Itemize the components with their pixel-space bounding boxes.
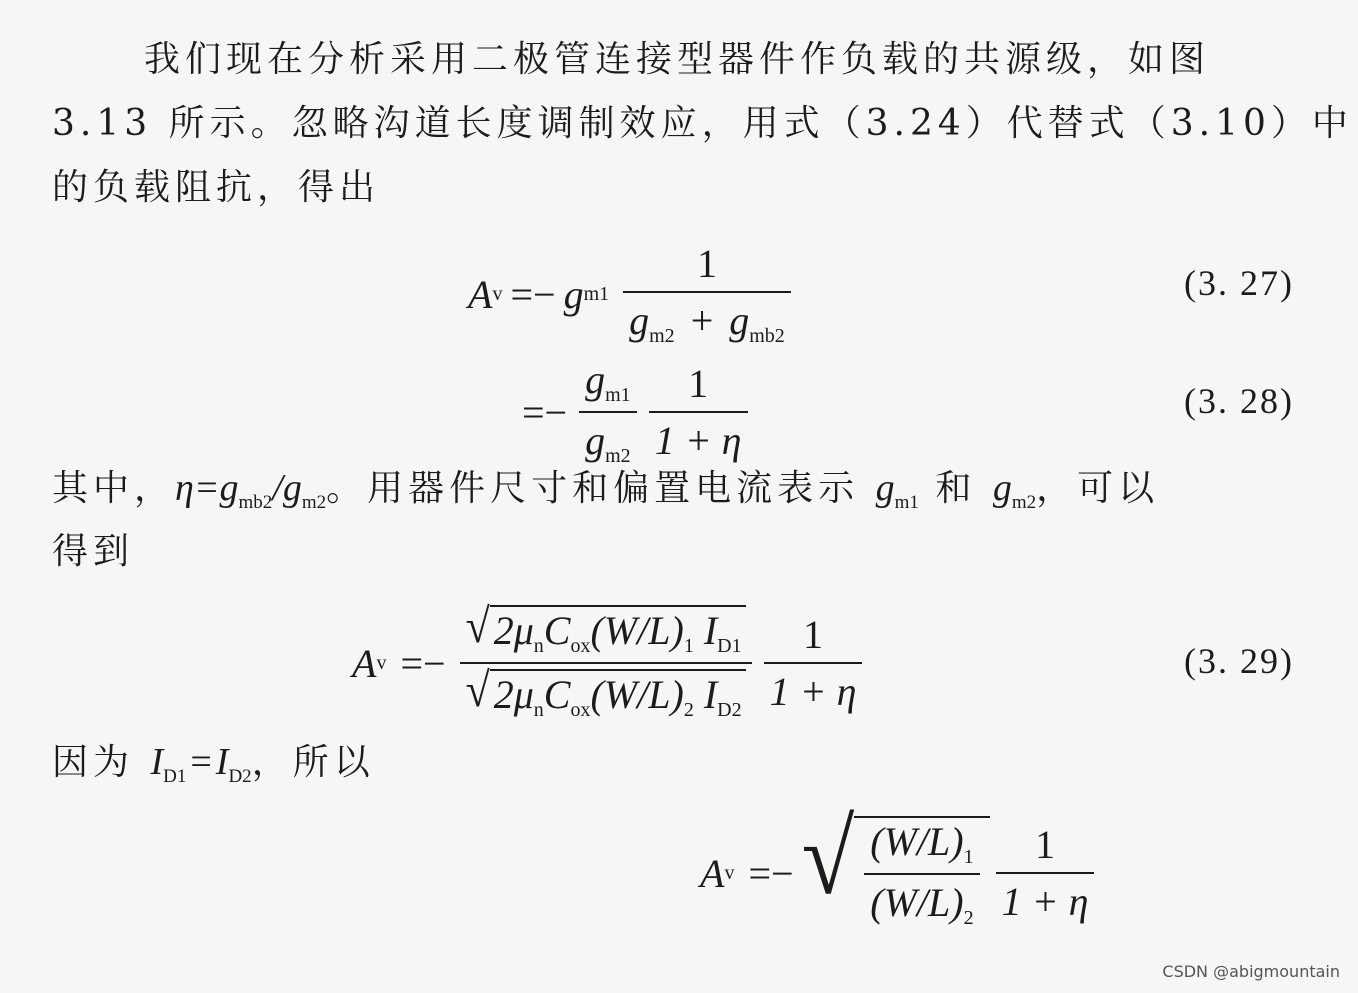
paragraph-intro-line2: 3.13 所示。忽略沟道长度调制效应，用式（3.24）代替式（3.10）中 <box>52 103 1353 144</box>
paragraph-eta-line2: 得到 <box>52 531 135 572</box>
eq29-den-c: C <box>543 672 571 717</box>
eq29-num-radicand <box>490 605 746 658</box>
p2-slash: / <box>272 467 283 509</box>
p2-eta: η= <box>175 467 220 509</box>
eq29-wl1: (W/L) <box>590 608 684 653</box>
eq29-id2: I <box>703 672 718 717</box>
p2-text-a: 其中， <box>52 468 176 509</box>
eq30-wl-fraction <box>864 818 979 930</box>
paragraph-current-equal <box>52 730 1302 794</box>
eq30-wl-den <box>864 873 979 930</box>
eq29-wl2-sub: 2 <box>683 699 694 721</box>
paragraph-eta-line1 <box>52 456 1302 520</box>
eq30-num2: 1 <box>1035 822 1055 867</box>
eq29-den-c-sub: ox <box>570 699 591 721</box>
eq29-fraction-sqrt <box>460 599 752 722</box>
eq29-wl1-sub: 1 <box>683 635 694 657</box>
eq28-num-g: g <box>585 357 606 402</box>
eq29-mu-sub: n <box>533 635 544 657</box>
eq28-equals: =− <box>522 389 568 435</box>
p2-g3-sub: m1 <box>894 492 919 513</box>
eq30-fraction-eta <box>996 821 1095 925</box>
eq27-den-g2: g <box>729 298 750 343</box>
paragraph-eta-definition <box>52 456 1302 584</box>
equation-3-28 <box>522 356 754 468</box>
eq29-denominator <box>460 662 752 722</box>
eq29-num-sqrt <box>465 599 746 658</box>
eq28-den-g: g <box>585 418 606 463</box>
p3-pre: 因为 <box>52 742 135 783</box>
eq27-denominator <box>623 291 791 348</box>
eq30-wl1: (W/L) <box>870 819 964 864</box>
watermark: CSDN @abigmountain <box>1162 962 1340 981</box>
equation-number-3-28: (3. 28) <box>1184 381 1294 421</box>
p2-g4-sub: m2 <box>1011 492 1037 513</box>
equation-number-3-29: (3. 29) <box>1184 641 1294 681</box>
eq30-equals: =− <box>748 850 794 896</box>
eq30-lhs-sub: v <box>724 861 735 884</box>
eq28-num2: 1 <box>688 361 709 406</box>
p3-eq: = <box>190 741 212 783</box>
eq29-fraction-eta <box>764 611 863 715</box>
eq30-den2: 1 + η <box>996 872 1095 925</box>
eq30-wl1-sub: 1 <box>963 846 974 868</box>
eq30-wl2: (W/L) <box>870 880 964 925</box>
paragraph-intro <box>52 28 1353 220</box>
eq29-c: C <box>543 608 571 653</box>
p2-g1-sub: mb2 <box>238 492 273 513</box>
eq29-den2: 1 + η <box>764 662 863 715</box>
p2-g4: g <box>992 467 1012 509</box>
eq27-lhs: A <box>468 271 493 317</box>
eq27-lhs-sub: v <box>492 282 503 305</box>
eq29-equals: =− <box>400 640 446 686</box>
p2-g2-sub: m2 <box>301 492 327 513</box>
radical-icon: √ <box>801 798 855 916</box>
eq30-sqrt <box>801 798 990 930</box>
p3-post: ，所以 <box>251 742 375 783</box>
eq29-2mu: 2μ <box>493 608 534 653</box>
p2-g1: g <box>219 467 239 509</box>
eq29-num2: 1 <box>803 612 824 657</box>
equation-final <box>700 798 1100 930</box>
p3-i1: I <box>150 741 164 783</box>
eq27-gm1: g <box>563 271 584 317</box>
eq27-numerator: 1 <box>696 241 717 286</box>
eq29-id2-sub: D2 <box>717 699 742 721</box>
eq29-den-mu-sub: n <box>533 699 544 721</box>
p2-and: 和 <box>935 468 977 509</box>
paragraph-intro-line1: 我们现在分析采用二极管连接型器件作负载的共源级，如图 <box>144 39 1211 80</box>
eq27-plus: + <box>690 298 714 343</box>
p3-id-eq <box>150 741 252 787</box>
p3-i2-sub: D2 <box>228 766 252 787</box>
eq29-wl2: (W/L) <box>590 672 684 717</box>
eq27-gm1-sub: m1 <box>583 282 610 305</box>
p2-g2: g <box>282 467 302 509</box>
eq29-den-radicand <box>490 669 746 722</box>
eq30-wl2-sub: 2 <box>963 907 974 929</box>
equation-number-3-27: (3. 27) <box>1184 263 1294 303</box>
eq27-den-g1: g <box>629 298 650 343</box>
eq30-wl-num <box>864 818 979 873</box>
p2-gm2 <box>992 467 1037 513</box>
radical-icon: √ <box>465 663 490 717</box>
p2-g3: g <box>875 467 895 509</box>
eq29-id1: I <box>703 608 718 653</box>
paragraph-current-line <box>52 730 1302 794</box>
eq29-lhs: A <box>352 640 377 686</box>
equation-3-29 <box>352 599 868 722</box>
eq28-fraction-eta <box>649 360 748 464</box>
eq29-den-2mu: 2μ <box>493 672 534 717</box>
eq27-den-sub2: mb2 <box>749 325 785 347</box>
p3-i2: I <box>215 741 229 783</box>
p2-eta-def <box>175 467 327 513</box>
eq29-den-sqrt <box>465 663 746 722</box>
p2-gm1 <box>875 467 919 513</box>
p2-text-b: 。用器件尺寸和偏置电流表示 <box>326 468 860 509</box>
eq29-id1-sub: D1 <box>717 635 742 657</box>
eq27-equals: =− <box>510 271 556 317</box>
eq29-c-sub: ox <box>570 635 591 657</box>
eq29-lhs-sub: v <box>376 651 387 674</box>
eq30-lhs: A <box>700 850 725 896</box>
paragraph-intro-line3: 的负载阻抗，得出 <box>52 167 381 208</box>
eq29-numerator <box>460 599 752 662</box>
radical-icon: √ <box>465 599 490 653</box>
eq28-num-sub: m1 <box>605 384 631 406</box>
eq28-den2: 1 + η <box>649 411 748 464</box>
eq27-den-sub1: m2 <box>649 325 675 347</box>
equation-3-27 <box>468 240 797 348</box>
eq28-fraction-g <box>579 356 637 468</box>
p2-text-c: ，可以 <box>1036 468 1160 509</box>
eq27-fraction <box>623 240 791 348</box>
eq30-radicand <box>854 816 989 930</box>
eq28-num <box>579 356 637 411</box>
eq28-den-sub: m2 <box>605 445 631 467</box>
p3-i1-sub: D1 <box>163 766 187 787</box>
